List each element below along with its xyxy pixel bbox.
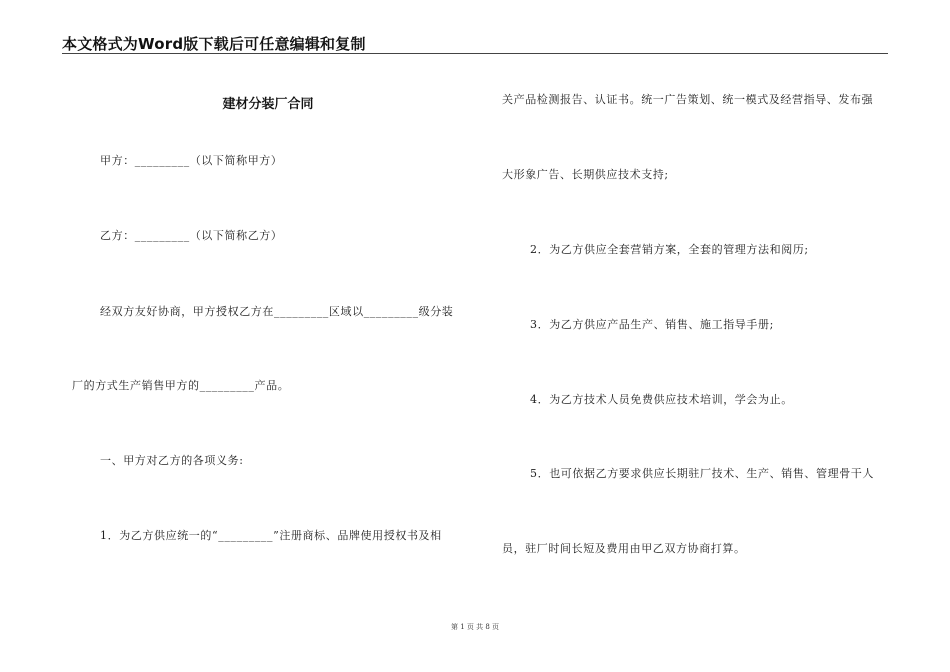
agreement-paragraph-line-2: 厂的方式生产销售甲方的_________产品。 bbox=[72, 379, 290, 392]
section-heading-obligations: 一、甲方对乙方的各项义务: bbox=[100, 454, 244, 467]
agreement-paragraph-line-1: 经双方友好协商，甲方授权乙方在_________区域以_________级分装 bbox=[100, 305, 454, 318]
clause-2: 2．为乙方供应全套营销方案，全套的管理方法和阅历; bbox=[530, 243, 809, 256]
clause-3: 3．为乙方供应产品生产、销售、施工指导手册; bbox=[530, 318, 774, 331]
download-banner: 本文格式为Word版下载后可任意编辑和复制 bbox=[62, 35, 366, 53]
clause-1-line-1: 1．为乙方供应统一的“_________”注册商标、品牌使用授权书及相 bbox=[100, 529, 442, 542]
document-title: 建材分装厂合同 bbox=[222, 97, 314, 112]
clause-5-line-1: 5．也可依据乙方要求供应长期驻厂技术、生产、销售、管理骨干人 bbox=[530, 467, 874, 480]
clause-4: 4．为乙方技术人员免费供应技术培训，学会为止。 bbox=[530, 393, 793, 406]
left-column bbox=[72, 0, 464, 672]
clause-5-line-2: 员，驻厂时间长短及费用由甲乙双方协商打算。 bbox=[502, 542, 746, 555]
clause-1-line-3: 大形象广告、长期供应技术支持; bbox=[502, 168, 669, 181]
page-number: 第 1 页 共 8 页 bbox=[450, 623, 500, 631]
party-a-line: 甲方：_________（以下简称甲方） bbox=[100, 154, 283, 167]
right-column bbox=[502, 0, 886, 672]
party-b-line: 乙方：_________（以下简称乙方） bbox=[100, 229, 283, 242]
clause-1-line-2: 关产品检测报告、认证书。统一广告策划、统一模式及经营指导、发布强 bbox=[502, 93, 874, 106]
